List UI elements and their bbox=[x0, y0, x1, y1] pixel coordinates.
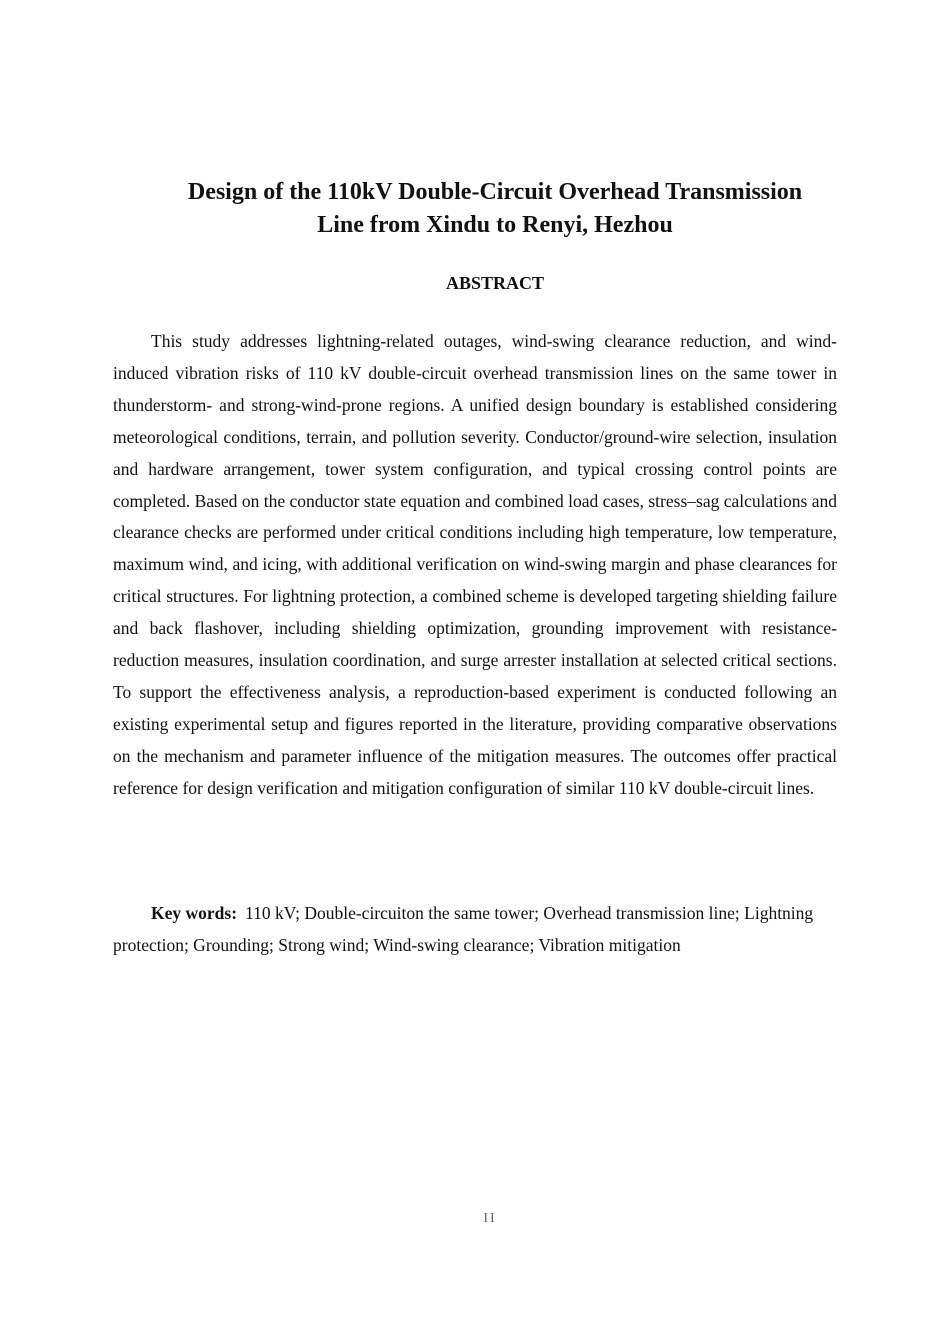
page-number: II bbox=[483, 1211, 497, 1226]
page-title bbox=[100, 176, 890, 242]
keywords-list: 110 kV; Double-circuiton the same tower; Overhead transmission line; Lightning protection; Grounding; Strong wind; Wind-swing clearance; Vibration mitigation bbox=[113, 903, 814, 955]
keywords-label: Key words: bbox=[151, 903, 238, 923]
abstract-heading: ABSTRACT bbox=[445, 273, 545, 293]
abstract-paragraph: This study addresses lightning-related outages, wind-swing clearance reduction, and wind-induced vibration risks of 110 kV double-circuit overhead transmission lines on the same tower in thunderstorm- and strong-wind-prone regions. A unified design boundary is established considering meteorological conditions, terrain, and pollution severity. Conductor/ground-wire selection, insulation and hardware arrangement, tower system configuration, and typical crossing control points are completed. Based on the conductor state equation and combined load cases, stress–sag calculations and clearance checks are performed under critical conditions including high temperature, low temperature, maximum wind, and icing, with additional verification on wind-swing margin and phase clearances for critical structures. For lightning protection, a combined scheme is developed targeting shielding failure and back flashover, including shielding optimization, grounding improvement with resistance-reduction measures, insulation coordination, and surge arrester installation at selected critical sections. To support the effectiveness analysis, a reproduction-based experiment is conducted following an existing experimental setup and figures reported in the literature, providing comparative observations on the mechanism and parameter influence of the mitigation measures. The outcomes offer practical reference for design verification and mitigation configuration of similar 110 kV double-circuit lines. bbox=[113, 331, 837, 798]
title-line-1: Design of the 110kV Double-Circuit Overhead Transmission bbox=[187, 179, 803, 205]
title-line-2: Line from Xindu to Renyi, Hezhou bbox=[317, 212, 673, 238]
keywords-paragraph bbox=[113, 898, 837, 962]
